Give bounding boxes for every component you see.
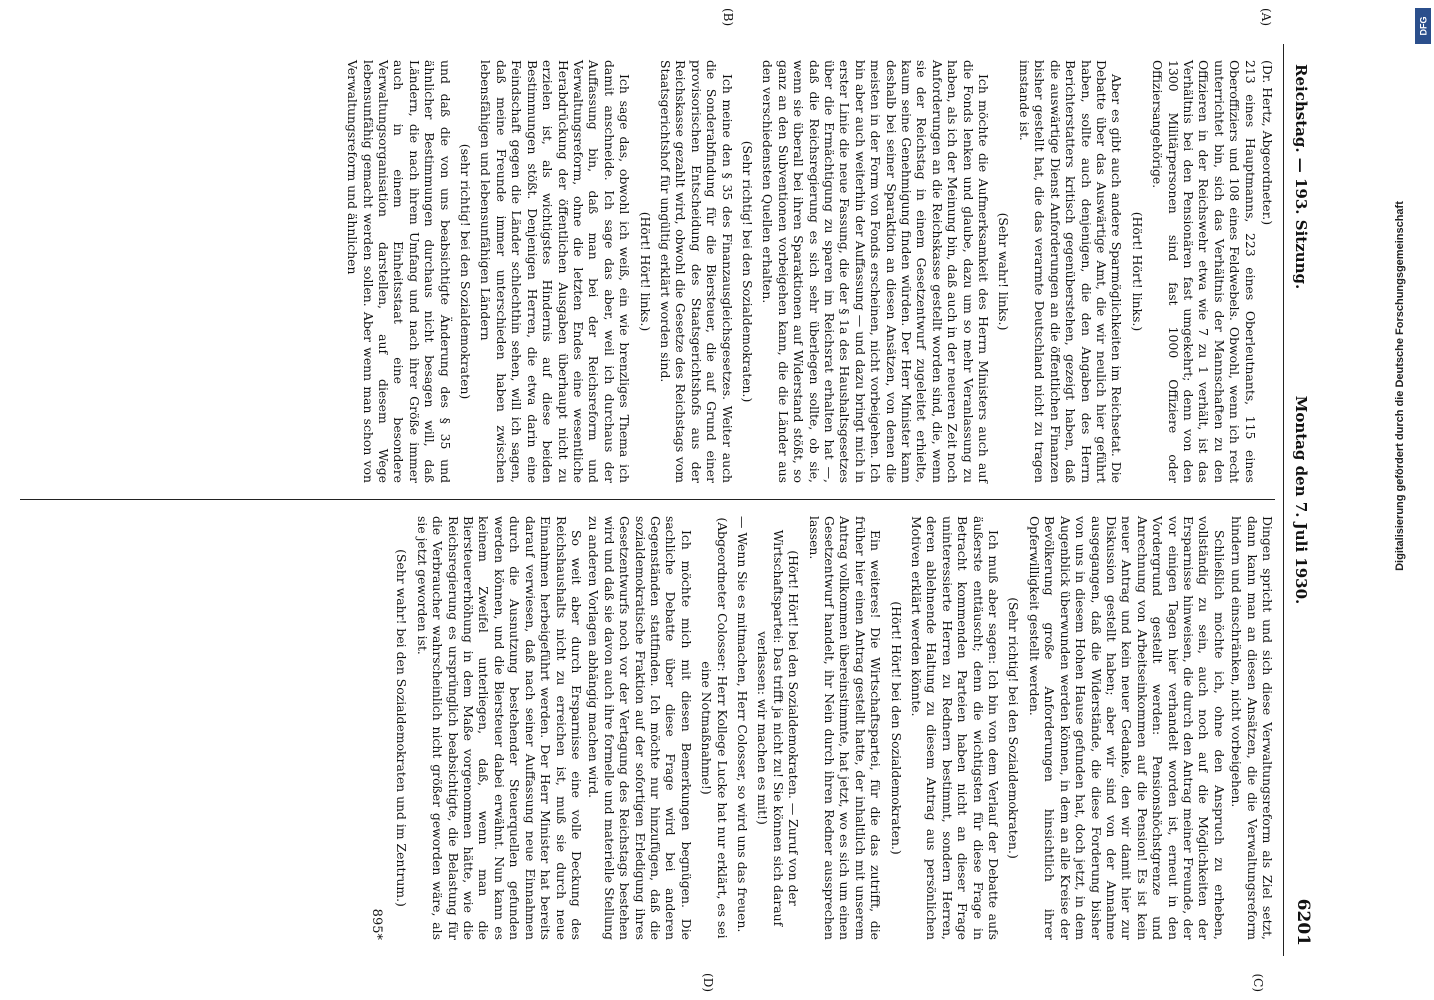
margin-letter-a: (A) <box>1259 8 1273 27</box>
margin-letter-b: (B) <box>721 8 735 27</box>
interjection: (Sehr wahr! bei den Sozialdemokraten und im Zentrum.) <box>394 549 410 907</box>
paragraph: 213 eines Hauptmanns, 223 eines Oberleutnants, 115 eines Oberoffiziers und 108 eines Feldwebels. Obwohl, wenn ich recht unterrichtet bin, sich das Verhältnis der Mannschaften zu den Offizieren in der Reichswehr etwa wie 7 zu 1 verhält, ist das Verhältnis bei den Pensionären fast umgekehrt; denn von den 1300 Militärpersonen sind fast 1000 Offiziere oder Offiziersangehörige. <box>1150 60 1258 483</box>
dfg-logo <box>1415 8 1431 44</box>
interjection: (Sehr wahr! links.) <box>996 212 1012 331</box>
paragraph: und daß die von uns beabsichtigte Änderung des § 35 und ähnlicher Bestimmungen durchaus nicht besagen will, daß Ländern, die nach ihrem Umfang und nach ihrer Größe immer auch in einem Einheitsstaat eine besondere Verwaltungsorganisation darstellen, auf diesem Wege lebensunfähig gemacht werden sollen. Aber wenn man schon von Verwaltungsreform und ähnlichen <box>345 60 453 483</box>
interjection: (sehr richtig! bei den Sozialdemokraten) <box>458 143 474 400</box>
header-left: Reichstag. — 193. Sitzung. <box>1292 64 1310 290</box>
interjection: (Sehr richtig! bei den Sozialdemokraten.) <box>1006 597 1022 859</box>
interjection: (Sehr richtig! bei den Sozialdemokraten.) <box>740 140 755 403</box>
paragraph: Ich möchte mich mit diesen Bemerkungen begnügen. Die sachliche Debatte über diese Frage wird bei anderen Gegenständen stattfinden. Ich möchte nur hinzufügen, daß die sozialdemokratische Fraktion auf der sofortigen Erledigung ihres Gesetzentwurfs noch vor der Vertagung des Reichstags bestehen wird und daß sie davon auch ihre formelle und materielle Stellung zu anderen Vorlagen abhängig machen wird. <box>586 516 694 940</box>
dfg-sidebar <box>1394 0 1434 1000</box>
page-header <box>1283 44 1314 956</box>
left-column <box>20 44 1275 500</box>
paragraph: Aber es gibt auch andere Sparmöglichkeiten im Reichsetat. Die Debatte über das Auswärtige Amt, die wir neulich hier geführt haben, sollte auch denjenigen, die den Angaben des Herrn Berichterstatters kritisch gegenüberstehen, gezeigt haben, daß die auswärtige Dienst Anforderungen an die öffentlichen Finanzen bisher gestellt hat, die das verarmte Deutschland nicht zu tragen imstande ist. <box>1016 60 1125 483</box>
interjection: (Hört! Hört! bei den Sozialdemokraten. — Zuruf von der Wirtschaftspartei: Das trifft ja nicht zu! Sie können sich darauf verlassen: wir machen es mit!) <box>755 529 802 927</box>
page-number: 6201 <box>1293 898 1313 946</box>
paragraph: Ich meine den § 35 des Finanzausgleichsgesetzes. Weiter auch die Sonderabfindung für die Biersteuer, die auf Grund einer provisorischen Entscheidung des Staatsgerichtshofs aus der Reichskasse gezahlt wird, obwohl die Gesetze des Reichstags vom Staatsgerichtshof für ungültig erklärt worden sind. <box>657 60 735 483</box>
paragraph: So weit aber durch Ersparnisse eine volle Deckung des Reichshaushalts nicht zu erreichen ist, muß sie durch neue Einnahmen herbeigeführt werden. Der Herr Minister hat bereits darauf verwiesen, daß nach seiner Auffassung neue Einnahmen durch die Ausnutzung bestehender Steuerquellen gefunden werden können, und die Biersteuer dabei erwähnt. Nun kann es keinem Zweifel unterliegen, daß, wenn man die Biersteuererhöhung in dem Maße vorgenommen hätte, wie die Reichsregierung es ursprünglich beabsichtigte, die Belastung für die Verbraucher wahrscheinlich nicht größer geworden wäre, als sie jetzt geworden ist. <box>414 516 584 940</box>
paragraph: Ein weiteres! Die Wirtschaftspartei, für die das zutrifft, die früher hier einen Antrag gestellt hatte, der inhaltlich mit unserem Antrag vollkommen übereinstimmte, hat jetzt, wo es sich um einen Gesetzentwurf handelt, ihr Nein durch ihren Redner aussprechen lassen. <box>806 516 884 940</box>
interjection: (Hört! Hört! bei den Sozialdemokraten.) <box>888 601 904 855</box>
dfg-logo-text: DFG <box>1418 16 1428 36</box>
paragraph: — Wenn Sie es mitmachen, Herr Colosser, so wird uns das freuen. <box>735 516 750 933</box>
speaker-line: (Dr. Hertz, Abgeordneter.) <box>1260 60 1275 226</box>
dfg-funding-note: Digitalisierung gefördert durch die Deutsche Forschungsgemeinschaft <box>1394 201 1406 571</box>
paragraph: Schließlich möchte ich, ohne den Anspruch zu erheben, vollständig zu sein, auch noch auf die Möglichkeiten der Ersparnisse hinweisen, die durch den Antrag meiner Freunde, der vor einigen Tagen hier verhandelt worden ist, erneut in den Vordergrund gestellt werden: Pensionshöchstgrenze und Anrechnung von Arbeitseinkommen auf die Pension! Es ist kein neuer Antrag und kein neuer Gedanke, den wir damit hier zur Diskussion gestellt haben; aber wir sind von der Annahme ausgegangen, daß die Widerstände, die diese Forderung bisher von uns in diesem Hohen Hause gefunden hat, doch jetzt, in dem Augenblick überwunden werden können, in dem an alle Kreise der Bevölkerung große Anforderungen hinsichtlich ihrer Opferwilligkeit gestellt werden. <box>1026 516 1227 940</box>
signature-number: 895* <box>369 908 385 940</box>
margin-letter-c: (C) <box>1251 973 1265 992</box>
right-column <box>20 500 1275 956</box>
interjection: (Hört! Hört! links.) <box>637 211 653 332</box>
interjection: (Hört! Hört! links.) <box>1129 211 1145 332</box>
paragraph: Dingen spricht und sich diese Verwaltungsreform als Ziel setzt, dann kann man an diesen Ansätzen, die die Verwaltungsreform hindern und einschränken, nicht vorbeigehen. <box>1229 516 1275 940</box>
paragraph: Ich möchte die Aufmerksamkeit des Herrn Ministers auch auf die Fonds lenken und glaube, dazu um so mehr Veranlassung zu haben, als ich der Meinung bin, daß auch in der neueren Zeit noch Anforderungen an die Reichskasse gestellt worden sind, die, wenn sie der Reichstag in einem Gesetzentwurf zugeleitet erhielte, kaum seine Genehmigung finden würden. Der Herr Minister kann deshalb bei seiner Sparaktion an diesen Ansätzen, von denen die meisten in der Form von Fonds erscheinen, nicht vorbeigehen. Ich bin aber auch weiterhin der Auffassung — und dazu bringt mich in erster Linie die neue Fassung, die der § 1a des Haushaltsgesetzes über die Ermächtigung zu sparen im Reichsrat erhalten hat —, daß die Reichsregierung es sich sehr überlegen sollte, ob sie, wenn sie überall bei ihren Sparaktionen auf Widerstand stößt, so ganz an den Subventionen vorbeigehen kann, die die Länder aus den verschiedensten Quellen erhalten. <box>760 60 992 483</box>
paragraph: Ich sage das, obwohl ich weiß, ein wie brenzliges Thema ich damit anschneide. Ich sage das aber, weil ich durchaus der Auffassung bin, daß man bei der Reichsreform und Verwaltungsreform, ohne die letzten Endes eine wesentliche Herabdrückung der öffentlichen Ausgaben überhaupt nicht zu erzielen ist, als wichtigstes Hindernis auf diese beiden Bestimmungen stößt. Denjenigen Herren, die etwa darin eine Feindschaft gegen die Länder schlechthin sehen, will ich sagen, daß meine Freunde immer unterschieden haben zwischen lebensfähigen und lebensunfähigen Ländern <box>478 60 633 483</box>
paragraph: Ich muß aber sagen: Ich bin von dem Verlauf der Debatte aufs äußerste enttäuscht; denn die wichtigsten für diese Frage in Betracht kommenden Parteien haben nicht an dieser Frage uninteressierte Herren zu Rednern bestimmt, sondern Herren, deren ablehnende Haltung zu diesem Antrag aus persönlichen Motiven erklärt werden könnte. <box>909 516 1002 940</box>
margin-letter-d: (D) <box>701 973 715 992</box>
text-columns <box>20 8 1275 992</box>
header-date: Montag den 7. Juli 1930. <box>1292 395 1310 605</box>
interjection: (Abgeordneter Colosser: Herr Kollege Lucke hat nur erklärt, es sei eine Notmaßnahme!) <box>699 517 730 939</box>
